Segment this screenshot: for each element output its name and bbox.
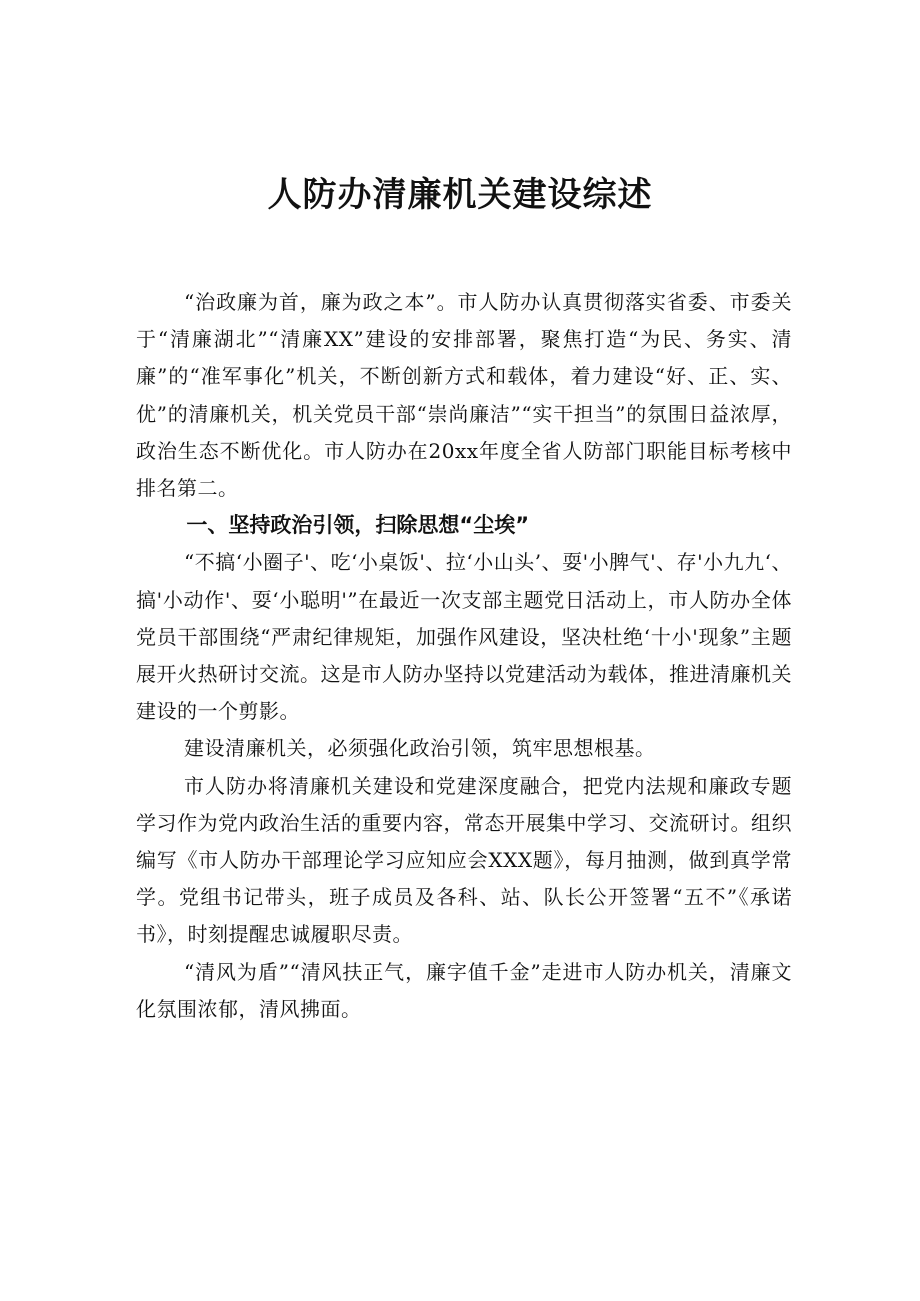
- document-body: [136, 284, 792, 1028]
- paragraph-integration: 市人防办将清廉机关建设和党建深度融合，把党内法规和廉政专题学习作为党内政治生活的重要内容，常态开展集中学习、交流研讨。组织编写《市人防办干部理论学习应知应会XXX题》，每月抽测，做到真学常学。党组书记带头，班子成员及各科、站、队长公开签署“五不”《承诺书》，时刻提醒忠诚履职尽责。: [136, 773, 792, 947]
- paragraph-activity: “不搞‘小圈子'、吃‘小桌饭'、拉‘小山头’、耍'小脾气'、存'小九九‘、搞'小动作'、耍‘小聪明'”在最近一次支部主题党日活动上，市人防办全体党员干部围绕“严肃纪律规矩，加强作风建设，坚决杜绝‘十小'现象”主题展开火热研讨交流。这是市人防办坚持以党建活动为载体，推进清廉机关建设的一个剪影。: [136, 550, 793, 724]
- paragraph-political-guidance: 建设清廉机关，必须强化政治引领，筑牢思想根基。: [184, 736, 656, 761]
- section-heading-1: 一、坚持政治引领，扫除思想“尘埃”: [186, 513, 529, 538]
- paragraph-intro: “治政廉为首，廉为政之本”。市人防办认真贯彻落实省委、市委关于“清廉湖北”“清廉XX”建设的安排部署，聚焦打造“为民、务实、清廉”的“准军事化”机关，不断创新方式和载体，着力建设“好、正、实、优”的清廉机关，机关党员干部“崇尚廉洁”“实干担当”的氛围日益浓厚，政治生态不断优化。市人防办在20xx年度全省人防部门职能目标考核中排名第二。: [136, 290, 792, 501]
- paragraph-culture: “清风为盾”“清风扶正气，廉字值千金”走进市人防办机关，清廉文化氛围浓郁，清风拂面。: [136, 959, 792, 1021]
- document-title: 人防办清廉机关建设综述: [267, 175, 653, 215]
